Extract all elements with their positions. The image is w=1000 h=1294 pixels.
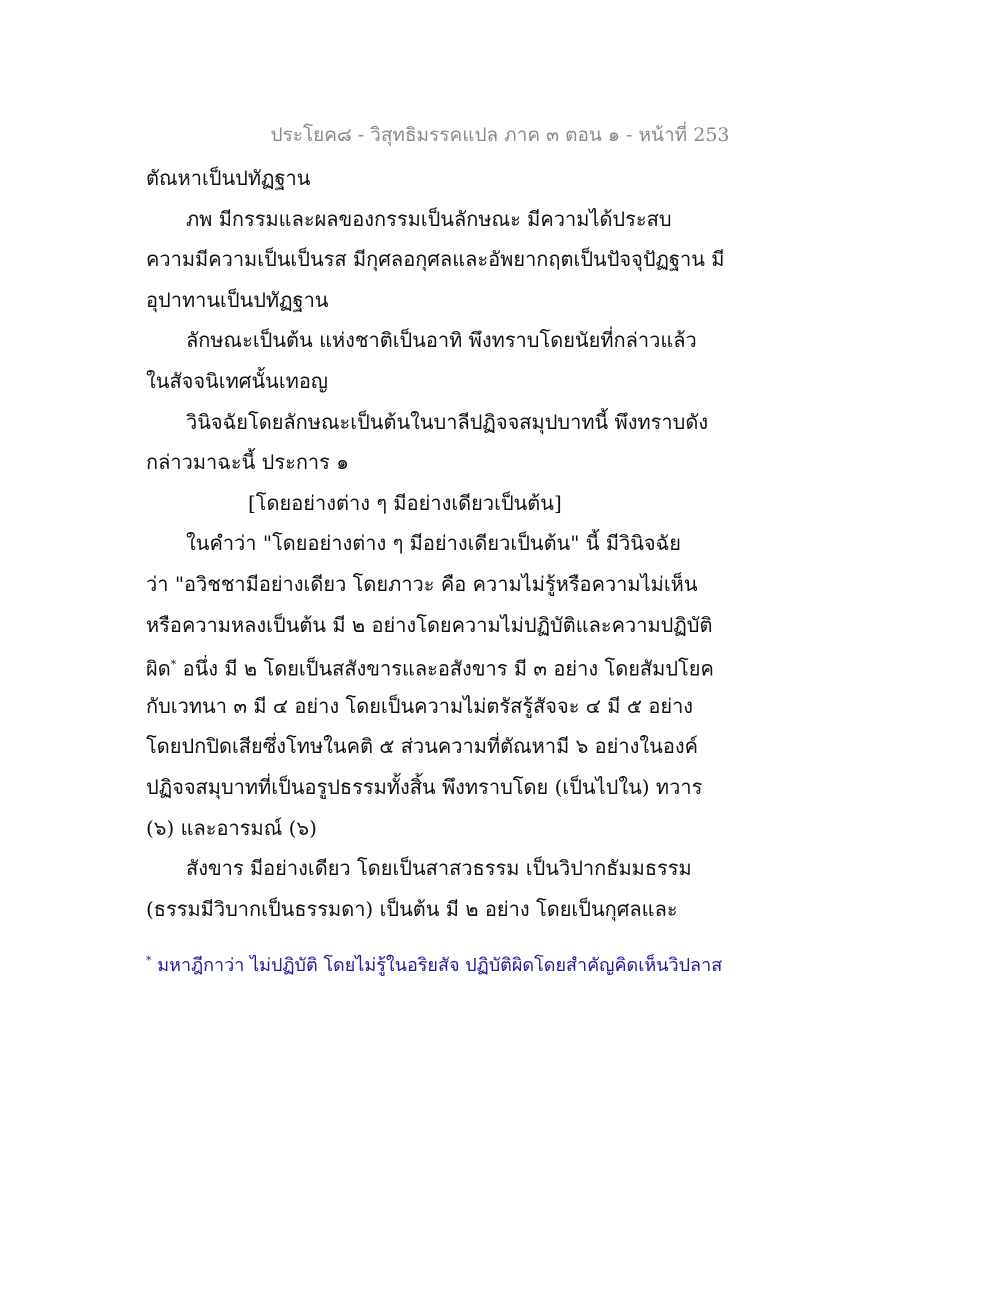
text-line: ลักษณะเป็นต้น แห่งชาติเป็นอาทิ พึงทราบโดยนัยที่กล่าวแล้ว bbox=[186, 328, 697, 353]
footnote-mark: * bbox=[146, 954, 152, 967]
section-heading: [โดยอย่างต่าง ๆ มีอย่างเดียวเป็นต้น] bbox=[248, 490, 562, 515]
text-line: วินิจฉัยโดยลักษณะเป็นต้นในบาลีปฏิจจสมุปบาทนี้ พึงทราบดัง bbox=[186, 409, 709, 434]
body-text bbox=[146, 158, 746, 929]
footnote-reference: * bbox=[170, 658, 177, 672]
text-line: ความมีความเป็นเป็นรส มีกุศลอกุศลและอัพยากฤตเป็นปัจจุปัฏฐาน มี bbox=[146, 247, 725, 272]
text-line: กล่าวมาฉะนี้ ประการ ๑ bbox=[146, 450, 349, 475]
text-segment: อนึ่ง มี ๒ โดยเป็นสสังขารและอสังขาร มี ๓ อย่าง โดยสัมปโยค bbox=[182, 656, 714, 681]
text-line: ในคำว่า "โดยอย่างต่าง ๆ มีอย่างเดียวเป็นต้น" นี้ มีวินิจฉัย bbox=[186, 531, 681, 556]
text-line: อุปาทานเป็นปทัฏฐาน bbox=[146, 287, 329, 312]
text-line: โดยปกปิดเสียซึ่งโทษในคติ ๕ ส่วนความที่ตัณหามี ๖ อย่างในองค์ bbox=[146, 734, 698, 759]
text-line: ปฏิจจสมุบาทที่เป็นอรูปธรรมทั้งสิ้น พึงทราบโดย (เป็นไปใน) ทวาร bbox=[146, 774, 703, 799]
text-line: (๖) และอารมณ์ (๖) bbox=[146, 815, 317, 840]
text-line: กับเวทนา ๓ มี ๔ อย่าง โดยเป็นความไม่ตรัสรู้สัจจะ ๔ มี ๕ อย่าง bbox=[146, 693, 694, 718]
text-line: หรือความหลงเป็นต้น มี ๒ อย่างโดยความไม่ปฏิบัติและความปฏิบัติ bbox=[146, 612, 713, 637]
text-line: ในสัจจนิเทศนั้นเทอญ bbox=[146, 368, 328, 393]
footnote-text: มหาฎีกาว่า ไม่ปฏิบัติ โดยไม่รู้ในอริยสัจ ปฏิบัติผิดโดยสำคัญคิดเห็นวิปลาส bbox=[157, 955, 723, 976]
text-segment: ผิด bbox=[146, 656, 171, 681]
text-line: ว่า "อวิชชามีอย่างเดียว โดยภาวะ คือ ความไม่รู้หรือความไม่เห็น bbox=[146, 571, 698, 596]
footnote bbox=[146, 950, 906, 979]
text-line bbox=[146, 645, 746, 686]
text-line: ตัณหาเป็นปทัฏฐาน bbox=[146, 166, 311, 190]
text-line: (ธรรมมีวิบากเป็นธรรมดา) เป็นต้น มี ๒ อย่าง โดยเป็นกุศลและ bbox=[146, 896, 678, 921]
running-header: ประโยค๘ - วิสุทธิมรรคแปล ภาค ๓ ตอน ๑ - หน้าที่ 253 bbox=[270, 124, 730, 146]
text-line: สังขาร มีอย่างเดียว โดยเป็นสาสวธรรม เป็นวิปากธัมมธรรม bbox=[186, 856, 692, 881]
text-line: ภพ มีกรรมและผลของกรรมเป็นลักษณะ มีความได้ประสบ bbox=[186, 206, 672, 231]
